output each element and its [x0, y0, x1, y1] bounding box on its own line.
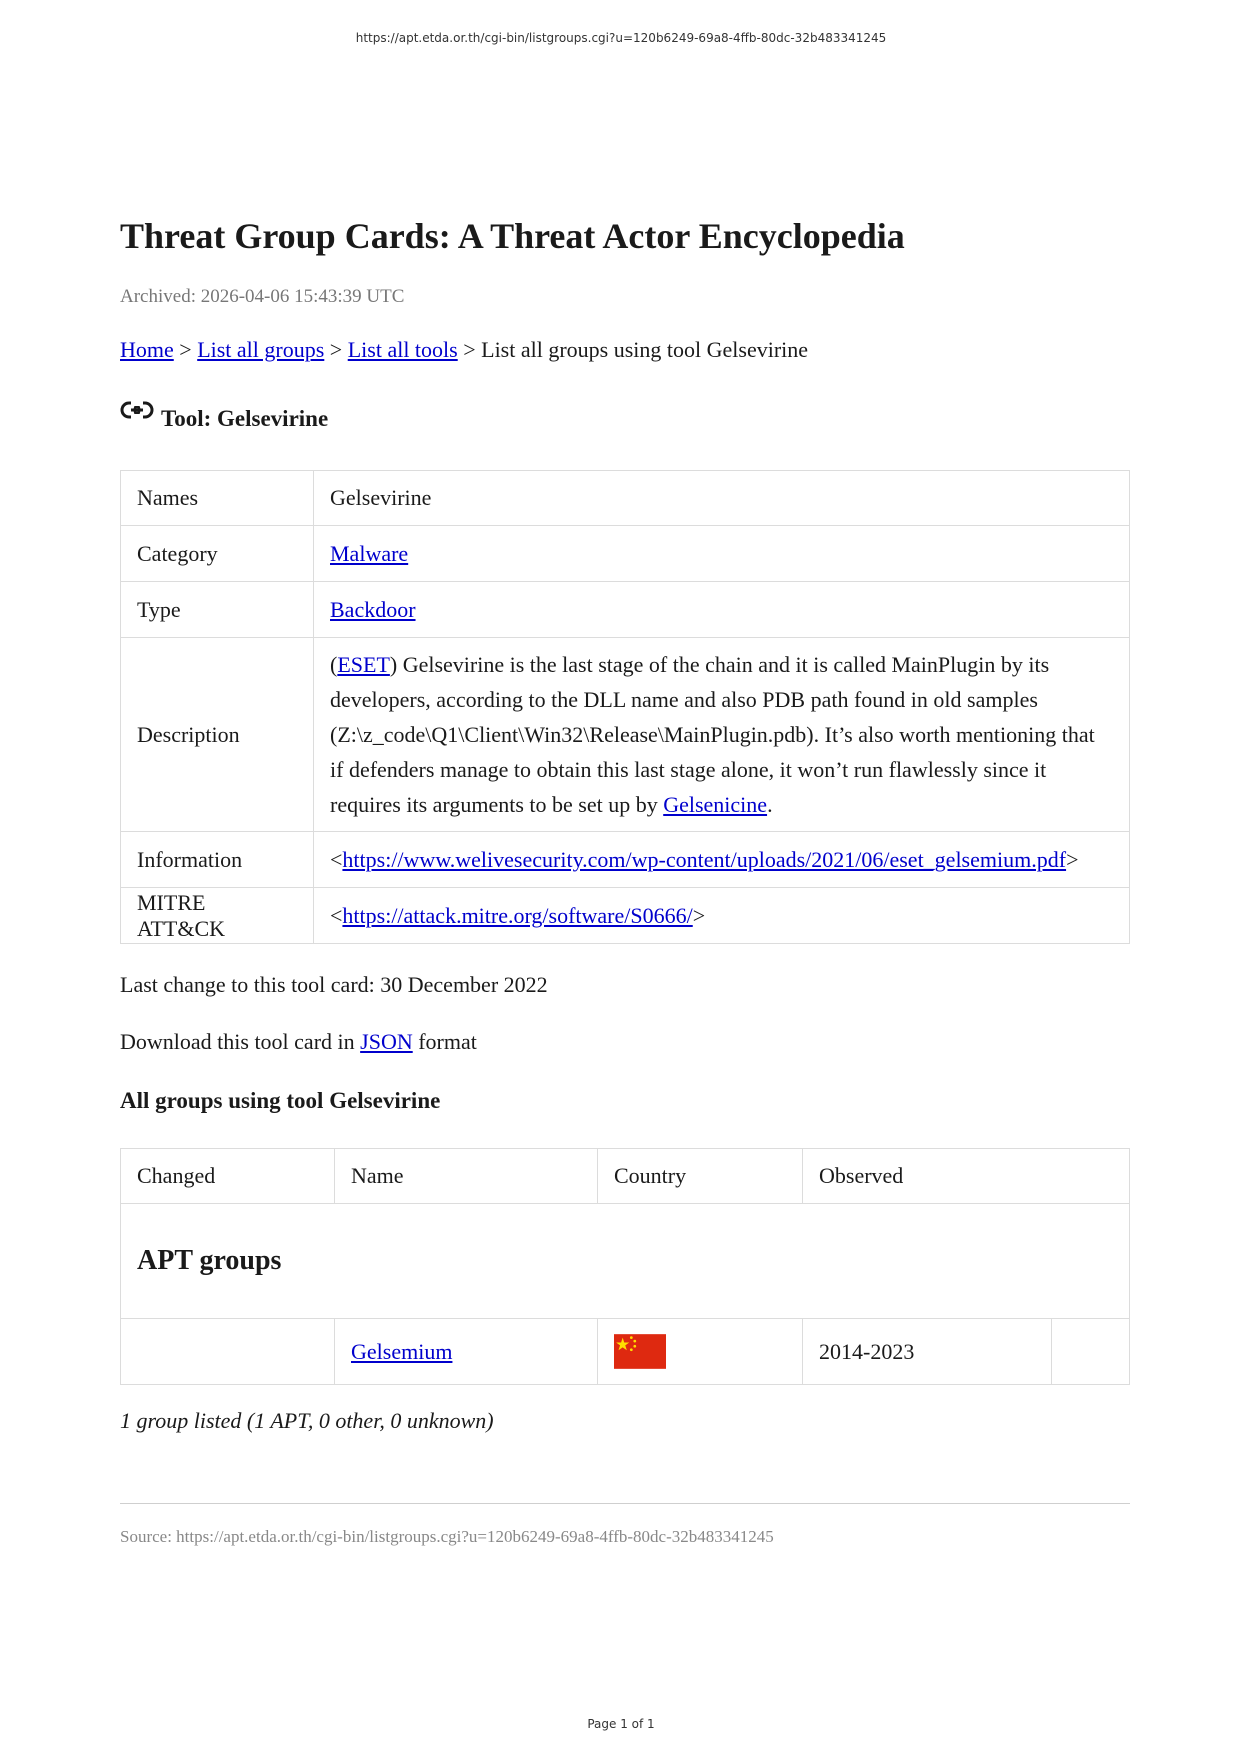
section-title-apt-groups: APT groups [121, 1204, 1130, 1319]
breadcrumb-home-link[interactable]: Home [120, 337, 174, 362]
table-row [121, 832, 1130, 888]
breadcrumb-current: > List all groups using tool Gelsevirine [457, 337, 809, 362]
empty-cell [1052, 1319, 1130, 1385]
download-line [120, 1029, 477, 1055]
type-cell [314, 582, 1130, 638]
download-json-link[interactable]: JSON [360, 1029, 413, 1054]
table-row [121, 471, 1130, 526]
groups-summary: 1 group listed (1 APT, 0 other, 0 unknown) [120, 1408, 494, 1433]
description-text: ) Gelsevirine is the last stage of the chain and it is called MainPlugin by its developers, according to the DLL name and also PDB path found in old samples (Z:\z_code\Q1\Client\Win32\Release\MainPlugin.pdb). It’s also worth mentioning that if defenders manage to obtain this last stage alone, it won’t run flawlessly since it requires its arguments to be set up by [330, 652, 1095, 817]
breadcrumb-list-groups-link[interactable]: List all groups [197, 337, 325, 362]
column-header-observed: Observed [803, 1149, 1130, 1204]
source-url: Source: https://apt.etda.or.th/cgi-bin/listgroups.cgi?u=120b6249-69a8-4ffb-80dc-32b483341245 [120, 1527, 774, 1546]
last-change-text: Last change to this tool card: 30 December 2022 [120, 972, 548, 997]
description-related-tool-link[interactable]: Gelsenicine [663, 792, 768, 817]
category-cell [314, 526, 1130, 582]
category-link[interactable]: Malware [330, 540, 409, 566]
names-value: Gelsevirine [314, 471, 1130, 526]
groups-heading: All groups using tool Gelsevirine [120, 1088, 441, 1113]
table-row [121, 526, 1130, 582]
tool-info-table [120, 470, 1130, 944]
description-cell [314, 638, 1130, 832]
mitre-cell: <https://attack.mitre.org/software/S0666/> [314, 888, 1130, 944]
information-link[interactable]: https://www.welivesecurity.com/wp-content/uploads/2021/06/eset_gelsemium.pdf [342, 846, 1067, 872]
observed-cell: 2014-2023 [803, 1319, 1052, 1385]
column-header-name: Name [335, 1149, 598, 1204]
page-title: Threat Group Cards: A Threat Actor Encyclopedia [120, 216, 905, 256]
mitre-label: MITRE ATT&CK [121, 888, 314, 944]
description-label: Description [121, 638, 314, 832]
table-row [121, 1319, 1130, 1385]
breadcrumb-separator: > [324, 337, 348, 362]
names-label: Names [121, 471, 314, 526]
column-header-changed: Changed [121, 1149, 335, 1204]
country-cell [598, 1319, 803, 1385]
section-row [121, 1204, 1130, 1319]
changed-cell [121, 1319, 335, 1385]
groups-table [120, 1148, 1130, 1385]
china-flag-icon [614, 1334, 666, 1369]
description-end: . [767, 792, 773, 817]
breadcrumb-list-tools-link[interactable]: List all tools [347, 337, 458, 362]
group-link[interactable]: Gelsemium [351, 1338, 453, 1364]
print-header-url: https://apt.etda.or.th/cgi-bin/listgroups.cgi?u=120b6249-69a8-4ffb-80dc-32b483341245 [355, 31, 887, 45]
archived-timestamp: Archived: 2026-04-06 15:43:39 UTC [120, 286, 405, 307]
description-source-link[interactable]: ESET [337, 652, 390, 677]
table-row [121, 582, 1130, 638]
download-prefix: Download this tool card in [120, 1029, 361, 1054]
tool-heading-text: Tool: Gelsevirine [161, 406, 329, 431]
breadcrumb-separator: > [173, 337, 198, 362]
information-label: Information [121, 832, 314, 888]
print-footer-page-number: Page 1 of 1 [587, 1717, 655, 1731]
description-open-paren: ( [330, 652, 338, 677]
information-cell: <https://www.welivesecurity.com/wp-content/uploads/2021/06/eset_gelsemium.pdf> [314, 832, 1130, 888]
divider [120, 1503, 1130, 1504]
category-label: Category [121, 526, 314, 582]
table-row [121, 888, 1130, 944]
column-header-country: Country [598, 1149, 803, 1204]
link-icon [120, 400, 154, 420]
name-cell [335, 1319, 598, 1385]
download-suffix: format [412, 1029, 477, 1054]
table-header-row [121, 1149, 1130, 1204]
type-label: Type [121, 582, 314, 638]
type-link[interactable]: Backdoor [330, 596, 416, 622]
mitre-link[interactable]: https://attack.mitre.org/software/S0666/ [342, 902, 693, 928]
tool-heading [120, 400, 328, 432]
table-row [121, 638, 1130, 832]
breadcrumb [120, 337, 808, 363]
